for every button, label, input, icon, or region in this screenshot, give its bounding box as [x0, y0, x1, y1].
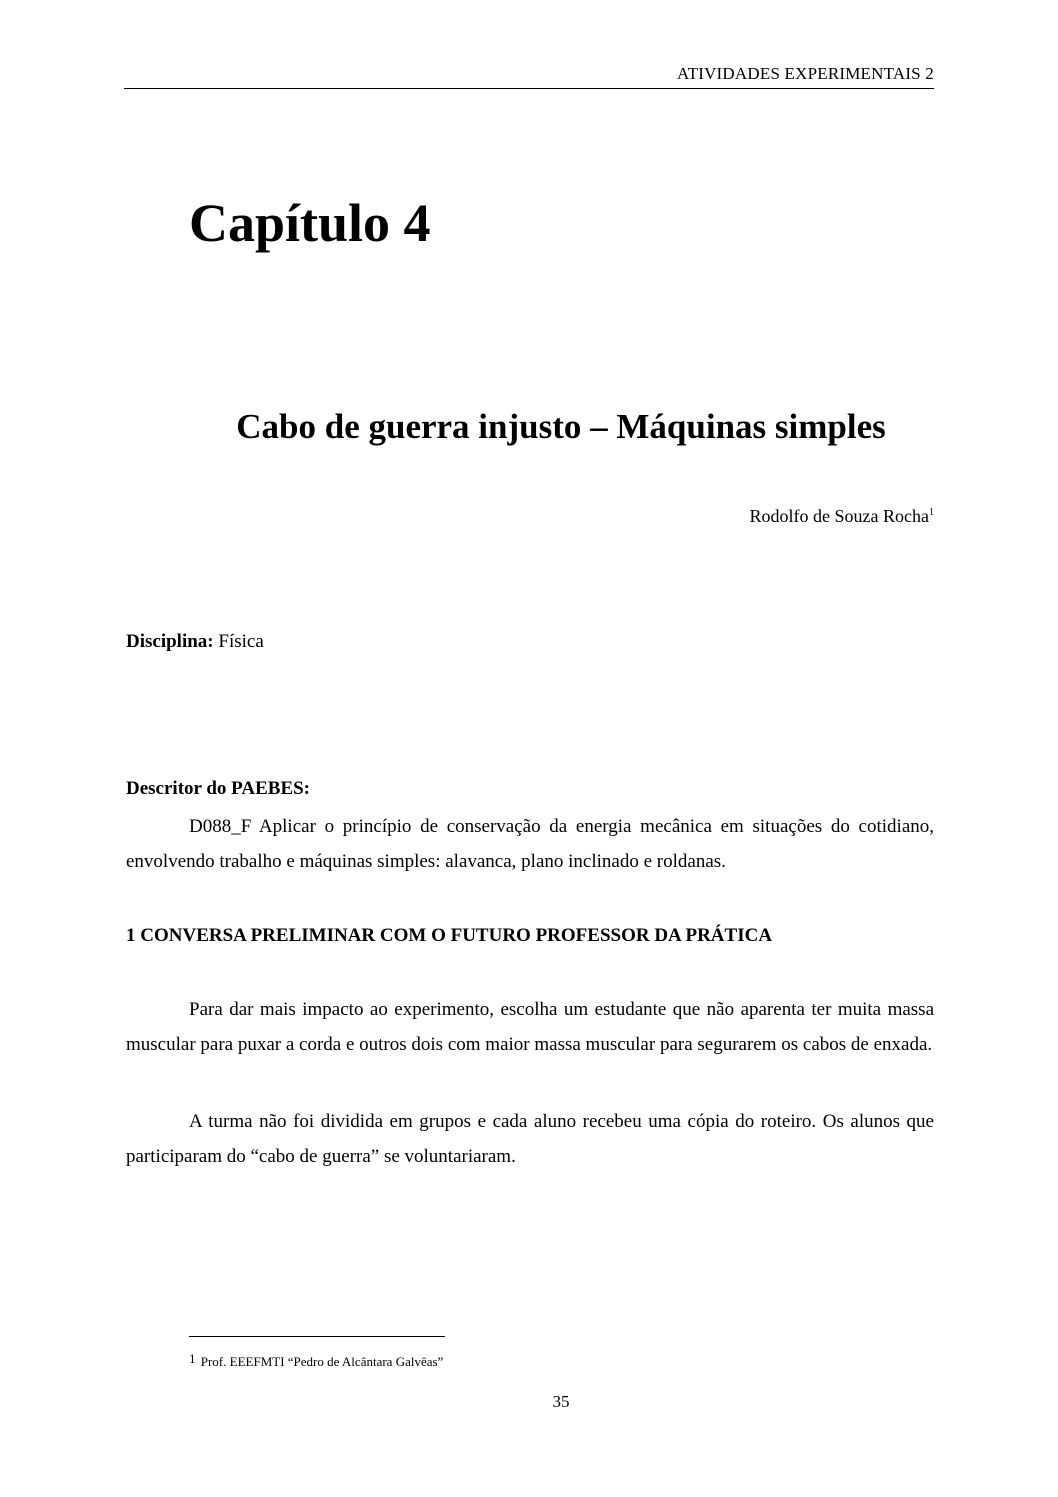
- descriptor-label: Descritor do PAEBES:: [126, 778, 311, 799]
- page-number: 35: [552, 1392, 570, 1411]
- footnote-divider: [189, 1336, 445, 1337]
- running-header-title: ATIVIDADES EXPERIMENTAIS 2: [677, 64, 934, 83]
- running-header: [124, 62, 934, 89]
- descriptor-text: D088_F Aplicar o princípio de conservação da energia mecânica em situações do cotidiano, envolvendo trabalho e máquinas simples: alavanca, plano inclinado e roldanas.: [126, 816, 934, 872]
- author-line: [750, 506, 934, 527]
- chapter-title: Capítulo 4: [189, 193, 431, 253]
- paragraph: A turma não foi dividida em grupos e cada aluno recebeu uma cópia do roteiro. Os alunos que participaram do “cabo de guerra” se voluntariaram.: [126, 1111, 934, 1167]
- article-title: Cabo de guerra injusto – Máquinas simples: [236, 407, 886, 446]
- paragraph: Para dar mais impacto ao experimento, escolha um estudante que não aparenta ter muita massa muscular para puxar a corda e outros dois com maior massa muscular para segurarem os cabos de enxada.: [126, 999, 934, 1055]
- discipline-label: Disciplina:: [126, 631, 214, 652]
- discipline-value: Física: [218, 631, 264, 652]
- author-footnote-mark: 1: [929, 507, 934, 518]
- section-heading: 1 CONVERSA PRELIMINAR COM O FUTURO PROFESSOR DA PRÁTICA: [126, 925, 773, 946]
- discipline-line: [126, 631, 264, 653]
- author-name: Rodolfo de Souza Rocha: [749, 506, 929, 526]
- footnote: [189, 1351, 443, 1370]
- footnote-text: Prof. EEEFMTI “Pedro de Alcântara Galvêas”: [200, 1354, 444, 1369]
- footnote-mark: 1: [189, 1351, 196, 1366]
